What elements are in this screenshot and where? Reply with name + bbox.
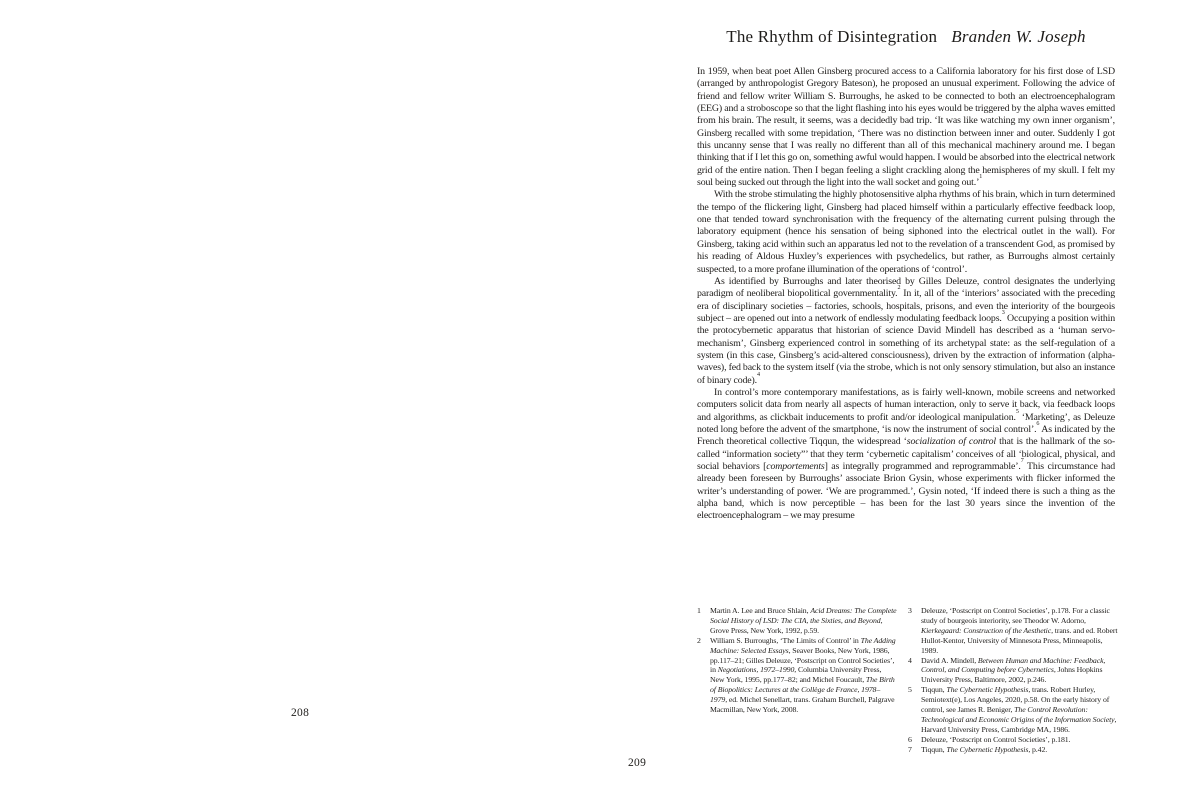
- text-run: In it, all of the ‘interiors’ associated with the preceding era of disciplinary societies – factories, schools, hospitals, prisons, and even the interiority of the bourgeois subject – are opened out into a network of endlessly modulating feedback loops.: [697, 288, 1115, 324]
- text-run: , ed. Michel Senellart, trans. Graham Burchell, Palgrave Macmillan, New York, 2008.: [710, 695, 895, 715]
- footnote-number: 1: [697, 606, 701, 615]
- footnotes-section: [697, 606, 1121, 755]
- italic-text-run: The Adding Machine: Selected Essays: [710, 635, 896, 655]
- text-run: Martin A. Lee and Bruce Shlain,: [710, 606, 811, 615]
- italic-text-run: Negotiations, 1972–1990: [717, 665, 795, 675]
- footnote-text: [710, 636, 897, 715]
- footnote-marker: 2: [897, 285, 901, 292]
- text-run: With the strobe stimulating the highly photosensitive alpha rhythms of his brain, which in turn determined the tempo of the flickering light, Ginsberg had placed himself within a particularly effective feedback loop, one that tended toward synchronisation with the frequency of the alternating current pulsing through the laboratory equipment (hence his sensation of being siphoned into the electrical outlet in the wall). For Ginsberg, taking acid within such an apparatus led not to the revelation of a transcendent God, as promised by his reading of Aldous Huxley’s experiences with psychedelics, but rather, as Burroughs almost certainly suspected, to a more profane illumination of the operations of ‘control’.: [697, 189, 1115, 275]
- text-run: Deleuze, ‘Postscript on Control Societies’, p.181.: [921, 734, 1071, 744]
- footnote: [908, 685, 1121, 735]
- footnote-number: 2: [697, 635, 701, 645]
- footnote: [908, 735, 1121, 745]
- body-paragraph: [697, 276, 1115, 387]
- footnote-text: [921, 685, 1121, 735]
- italic-text-run: The Control Revolution: Technological and Economic Origins of the Information Society: [921, 705, 1115, 724]
- footnote-number: 6: [908, 734, 912, 744]
- italic-text-run: socialization of control: [906, 436, 997, 448]
- text-run: , Johns Hopkins University Press, Baltimore, 2002, p.246.: [921, 665, 1103, 685]
- footnote-marker: 4: [757, 371, 761, 378]
- footnote-number: 5: [908, 685, 912, 695]
- footnote: [697, 636, 897, 715]
- footnotes-left-column: [697, 606, 897, 755]
- footnote-text: [921, 745, 1121, 755]
- text-run: , Grove Press, New York, 1992, p.59.: [710, 615, 883, 635]
- footnote-text: [921, 606, 1121, 656]
- text-run: , Columbia University Press, New York, 1995, pp.177–82; and Michel Foucault,: [710, 665, 882, 685]
- footnote-text: [921, 735, 1121, 745]
- text-run: Tiqqun,: [921, 744, 947, 754]
- footnote-number: 7: [908, 744, 912, 754]
- footnote-number: 4: [908, 655, 912, 665]
- body-paragraph: [697, 387, 1115, 523]
- article-body: [697, 66, 1115, 602]
- italic-text-run: Kierkegaard: Construction of the Aesthetic: [921, 625, 1052, 635]
- article-title: The Rhythm of Disintegration: [726, 27, 938, 46]
- italic-text-run: comportements: [766, 461, 825, 472]
- footnote: [908, 606, 1121, 656]
- article-author: Branden W. Joseph: [951, 27, 1086, 46]
- text-run: In 1959, when beat poet Allen Ginsberg procured access to a California laboratory for his first dose of LSD (arranged by anthropologist Gregory Bateson), he proposed an unusual experiment. Following the advice of friend and fellow writer William S. Burroughs, he asked to be connected to both an electroencephalogram (EEG) and a stroboscope so that the light flashing into his eyes would be triggered by the alpha waves emitted from his brain. The result, it seems, was a decidedly bad trip. ‘It was like watching my own inner organism’, Ginsberg recalled with some trepidation, ‘There was no distinction between inner and outer. Suddenly I got this uncanny sense that I was really no different than all of this mechanical machinery around me. I began thinking that if I let this go on, something awful would happen. I would be absorbed into the electrical network grid of the entire nation. Then I began feeling a slight crackling along the hemispheres of my skull. I felt my soul being sucked out through the light into the wall socket and going out.’: [697, 66, 1115, 189]
- italic-text-run: Acid Dreams: The Complete Social History of LSD: The CIA, the Sixties, and Beyond: [710, 606, 897, 625]
- footnotes-right-column: [908, 606, 1121, 755]
- text-run: Occupying a position within the protocybernetic apparatus that historian of science David Mindell has described as a ‘human servo-mechanism’, Ginsberg experienced control in something of its archetypal state: as the self-regulation of a system (in this case, Ginsberg’s acid-altered consciousness), driven by the extraction of information (alpha-waves), fed back to the system itself (via the strobe, which is not only sensory stimulation, but also an instance of binary code).: [697, 312, 1115, 386]
- text-run: William S. Burroughs, ‘The Limits of Control’ in: [710, 635, 861, 645]
- footnote: [697, 606, 897, 636]
- footnote-marker: 1: [979, 174, 983, 181]
- text-run: ‘Marketing’, as Deleuze noted long before the advent of the smartphone, ‘is now the instrument of social control’.: [697, 411, 1115, 435]
- text-run: , Harvard University Press, Cambridge MA, 1986.: [921, 714, 1117, 734]
- body-paragraph: [697, 189, 1115, 275]
- text-run: As identified by Burroughs and later theorised by Gilles Deleuze, control designates the underlying paradigm of neoliberal biopolitical governmentality.: [697, 275, 1115, 300]
- footnote-text: [921, 656, 1121, 686]
- footnote: [908, 656, 1121, 686]
- page-number-left: 208: [291, 707, 310, 719]
- footnote-text: [710, 606, 897, 636]
- text-run: Deleuze, ‘Postscript on Control Societies’, p.178. For a classic study of bourgeois interiority, see Theodor W. Adorno,: [921, 606, 1110, 625]
- text-run: that is the hallmark of the so-called “information society”’ that they term ‘cybernetic capitalism’ conceives of all ‘biological, physical, and social behaviors [: [697, 436, 1115, 472]
- text-run: David A. Mindell,: [921, 655, 978, 665]
- footnote-number: 3: [908, 606, 912, 615]
- text-run: As indicated by the French theoretical collective Tiqqun, the widespread ‘: [697, 423, 1115, 448]
- text-run: In control’s more contemporary manifestations, as is fairly well-known, mobile screens and networked computers solicit data from nearly all aspects of human interaction, only to serve it back, via feedback loops and algorithms, as clickbait inducements to profit and/or ideological manipulation.: [697, 386, 1115, 423]
- text-run: , trans. and ed. Robert Hullot-Kentor, University of Minnesota Press, Minneapolis, 1989.: [921, 625, 1118, 655]
- footnote-marker: 5: [1015, 408, 1019, 415]
- body-paragraph: [697, 66, 1115, 189]
- italic-text-run: The Cybernetic Hypothesis: [946, 685, 1029, 695]
- footnote-marker: 3: [1001, 309, 1005, 316]
- italic-text-run: The Cybernetic Hypothesis: [946, 744, 1029, 754]
- footnote: [908, 745, 1121, 755]
- text-run: This circumstance had already been foreseen by Burroughs’ associate Brion Gysin, whose experiments with flicker informed the writer’s understanding of power. ‘We are programmed.’, Gysin noted, ‘If indeed there is such a thing as the alpha band, which is now perceptible – has been for the last 30 years since the invention of the electroencephalogram – we may presume: [697, 461, 1115, 522]
- article-header: [697, 27, 1115, 47]
- text-run: , p.42.: [1028, 744, 1048, 754]
- text-run: ] as integrally programmed and reprogrammable’.: [824, 461, 1021, 472]
- text-run: Tiqqun,: [921, 685, 947, 695]
- page-number-right: 209: [628, 757, 647, 769]
- footnote-marker: 7: [1020, 457, 1024, 464]
- text-run: , trans. Robert Hurley, Semiotext(e), Los Angeles, 2020, p.58. On the early history of control, see James R. Beniger,: [921, 685, 1110, 715]
- text-run: , Seaver Books, New York, 1986, pp.117–21; Gilles Deleuze, ‘Postscript on Control Societies’, in: [710, 645, 895, 675]
- italic-text-run: Between Human and Machine: Feedback, Control, and Computing before Cybernetics: [921, 655, 1106, 675]
- footnote-marker: 6: [1036, 420, 1040, 427]
- italic-text-run: The Birth of Biopolitics: Lectures at the Collège de France, 1978–1979: [710, 675, 895, 705]
